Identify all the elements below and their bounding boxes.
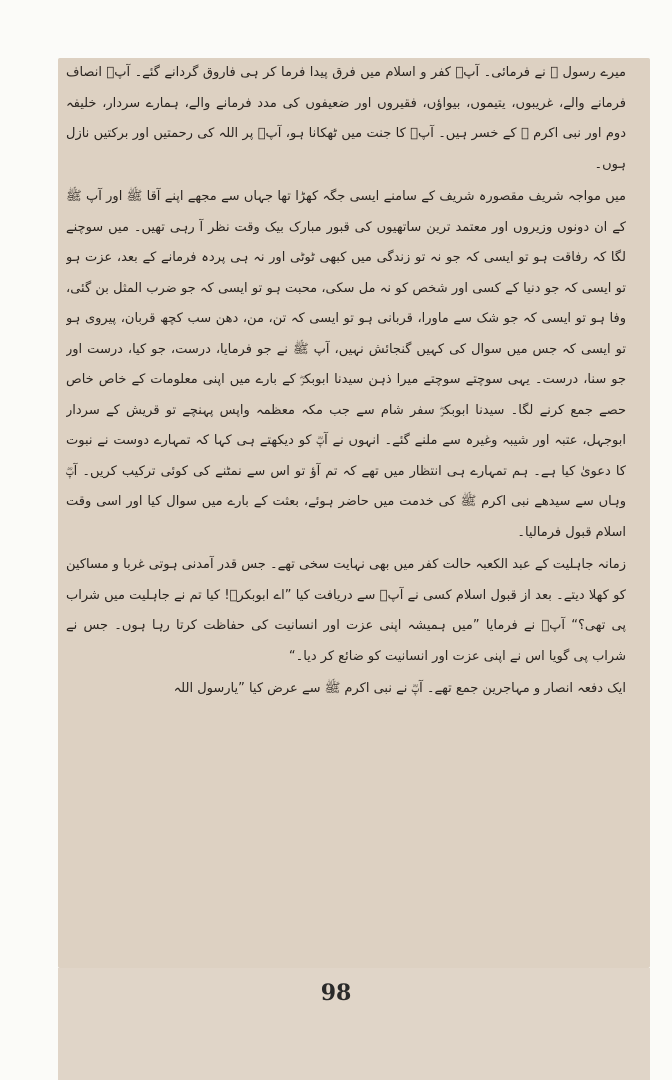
- paragraph: میں مواجہ شریف مقصورہ شریف کے سامنے ایسی جگہ کھڑا تھا جہاں سے مجھے اپنے آقا ﷺ اور آپ ﷺ کے ان دونوں وزیروں اور معتمد ترین ساتھیوں کی قبور مبارک بیک وقت نظر آ رہی تھیں۔ میں سوچنے لگا کہ رفاقت ہو تو ایسی کہ جو نہ تو زندگی میں کبھی ٹوٹی اور نہ ہی پردہ فرمانے کے بعد، عزت ہو تو ایسی کہ جو دنیا کے کسی اور شخص کو نہ مل سکی، محبت ہو تو ایسی کہ جو ضرب المثل بن گئی، وفا ہو تو ایسی کہ جو شک سے ماورا، قربانی ہو تو ایسی کہ تن، من، دھن سب کچھ قربان، پیروی ہو تو ایسی کہ جس میں سوال کی کہیں گنجائش نہیں، آپ ﷺ نے جو فرمایا، درست، جو کیا، درست اور جو سنا، درست۔ یہی سوچتے سوچتے میرا ذہن سیدنا ابوبکرؓ کے بارے میں اپنی معلومات کے خاص خاص حصے جمع کرنے لگا۔ سیدنا ابوبکرؓ سفر شام سے جب مکہ معظمہ واپس پہنچے تو قریش کے سردار ابوجہل، عتبہ اور شیبہ وغیرہ سے ملنے گئے۔ انہوں نے آپؓ کو دیکھتے ہی کہا کہ تمہارے دوست نے نبوت کا دعویٰ کیا ہے۔ ہم تمہارے ہی انتظار میں تھے کہ تم آؤ تو اس سے نمٹنے کی کوئی ترکیب کریں۔ آپؓ وہاں سے سیدھے نبی اکرم ﷺ کی خدمت میں حاضر ہوئے، بعثت کے بارے میں سوال کیا اور اسی وقت اسلام قبول فرمالیا۔: [66, 189, 626, 540]
- page-number: 98: [320, 980, 352, 1006]
- body-text: [66, 58, 626, 940]
- paragraph: زمانہ جاہلیت کے عبد الکعبہ حالت کفر میں بھی نہایت سخی تھے۔ جس قدر آمدنی ہوتی غربا و مساکین کو کھلا دیتے۔ بعد از قبول اسلام کسی نے آپؓ سے دریافت کیا ”اے ابوبکرؓ! کیا تم نے جاہلیت میں شراب پی تھی؟“ آپؓ نے فرمایا ”میں ہمیشہ اپنی عزت اور انسانیت کی حفاظت کرتا رہا ہوں۔ جس نے شراب پی گویا اس نے اپنی عزت اور انسانیت کو ضائع کر دیا۔“: [66, 557, 626, 664]
- paragraph: ایک دفعہ انصار و مہاجرین جمع تھے۔ آپؓ نے نبی اکرم ﷺ سے عرض کیا ”یارسول اللہ: [173, 681, 626, 696]
- paragraph: میرے رسول ﷺ نے فرمائی۔ آپؓ کفر و اسلام میں فرق پیدا فرما کر ہی فاروق گردانے گئے۔ آپؓ انصاف فرمانے والے، غریبوں، یتیموں، بیواؤں، فقیروں اور ضعیفوں کی مدد فرمانے والے، ہمارے سردار، خلیفہ دوم اور نبی اکرم ﷺ کے خسر ہیں۔ آپؓ کا جنت میں ٹھکانا ہو، آپؓ پر اللہ کی رحمتیں اور برکتیں نازل ہوں۔: [66, 65, 626, 172]
